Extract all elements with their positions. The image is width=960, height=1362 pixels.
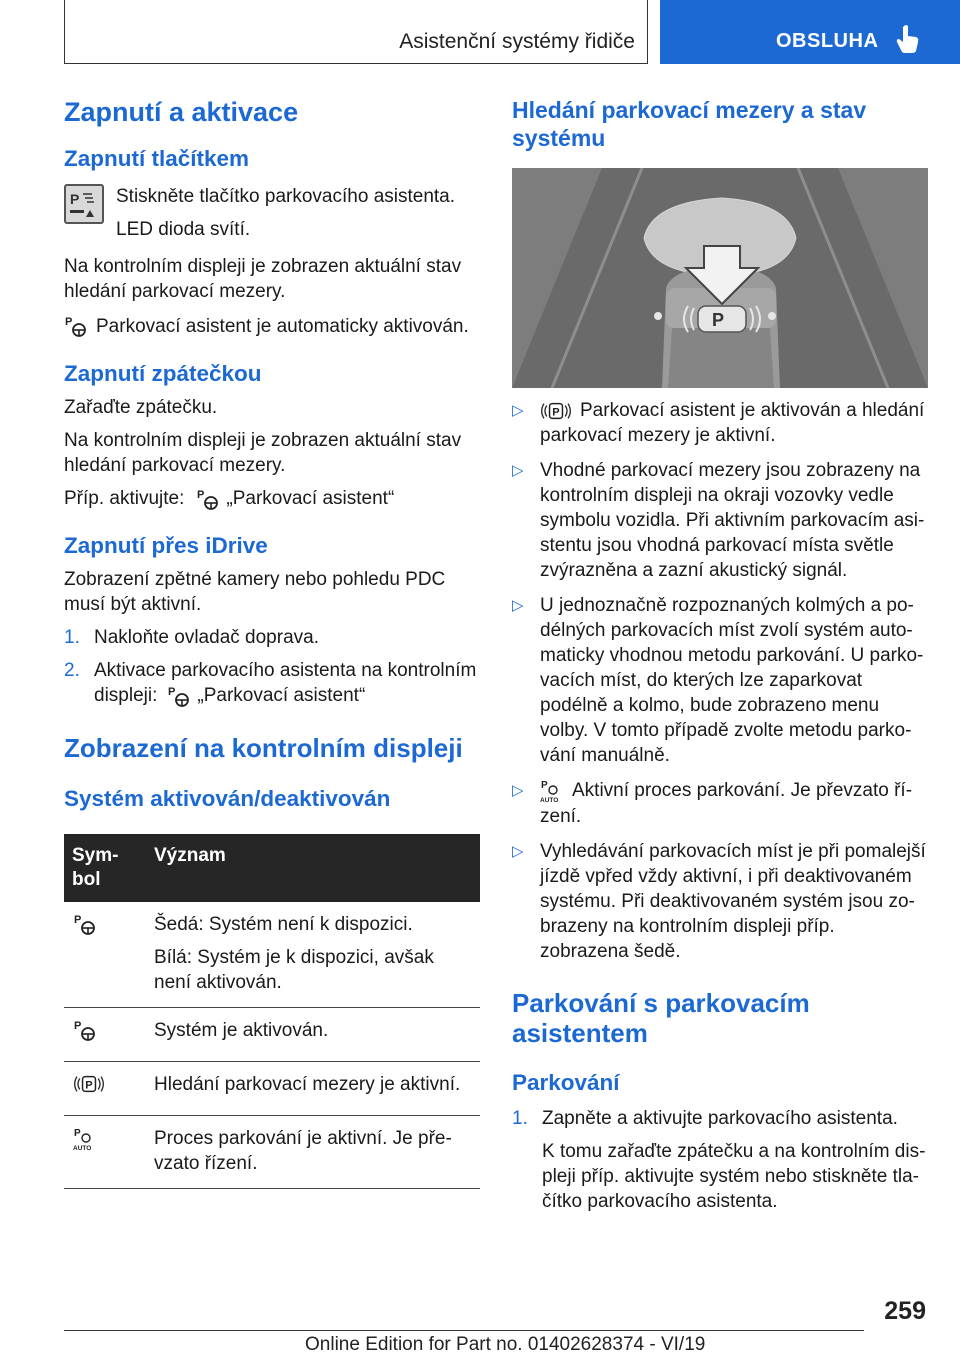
footer-divider bbox=[64, 1330, 864, 1331]
parking-assistant-grey-icon bbox=[72, 912, 98, 936]
svg-text:P: P bbox=[70, 191, 80, 207]
step-text-a: Aktivace parkovacího asistenta na kontrolním displeji: bbox=[94, 660, 477, 706]
parking-step-1 bbox=[512, 1106, 928, 1214]
heading-parking: Parkování bbox=[512, 1070, 620, 1095]
bullet-text bbox=[540, 398, 928, 448]
header-chapter-box bbox=[660, 0, 960, 64]
button-text-1: Stiskněte tlačítko parkovacího asistenta. bbox=[116, 186, 456, 207]
table-cell-text: Proces parkování je aktivní. Je pře-vzato řízení. bbox=[154, 1128, 452, 1174]
bullet-item bbox=[512, 839, 928, 964]
bullet-marker: ▷ bbox=[512, 597, 524, 614]
bullet-item bbox=[512, 593, 928, 768]
bullet-text: Vyhledávání parkovacích míst je při pomalejší jízdě vpřed vždy aktivní, i při deaktivovaném systému. Při deaktivovaném systém jsou zo-brazeny na kontrolním displeji příp. zobrazena šedě. bbox=[540, 841, 926, 962]
step-number: 1. bbox=[512, 1108, 528, 1129]
svg-text:P: P bbox=[712, 310, 725, 330]
parking-assistant-icon bbox=[167, 684, 191, 708]
parking-assistant-icon bbox=[64, 314, 88, 338]
heading-button: Zapnutí tlačítkem bbox=[64, 146, 250, 171]
parking-auto-icon bbox=[540, 778, 564, 804]
heading-search: Hledání parkovací mezery a stav systému bbox=[512, 97, 867, 151]
header-chapter-title: OBSLUHA bbox=[776, 30, 879, 52]
bullet-marker: ▷ bbox=[512, 843, 524, 860]
auto-activation-text: Parkovací asistent je automaticky aktivován. bbox=[96, 316, 469, 337]
auto-activation-line bbox=[64, 314, 480, 339]
parking-space-search-icon bbox=[540, 399, 572, 423]
header-section-box bbox=[64, 0, 648, 64]
table-row bbox=[64, 1008, 480, 1062]
footer-edition: Online Edition for Part no. 01402628374 - VI/19 bbox=[305, 1334, 706, 1355]
table-cell-text: Hledání parkovací mezery je aktivní. bbox=[154, 1074, 461, 1095]
parking-display-illustration bbox=[512, 168, 928, 388]
bullet-text: U jednoznačně rozpoznaných kolmých a po-délných parkovacích míst zvolí systém auto-maticky vhodnou metodu parkování. U parko-vacích míst, do kterých lze zaparkovat podélně a kolmo, bude zobrazeno menu volby. V tomto případě zvolte metodu parko-vání manuálně. bbox=[540, 595, 924, 766]
table-row bbox=[64, 902, 480, 1008]
bullet-item bbox=[512, 458, 928, 583]
table-header-meaning: Význam bbox=[146, 834, 480, 902]
bullet-text: Vhodné parkovací mezery jsou zobrazeny na kontrolním displeji na okraji vozovky vedle symbolu vozidla. Při aktivním parkovacím asi-stentu jsou vhodná parkovací místa světle zvýrazněna a zazní akustický signál. bbox=[540, 460, 925, 581]
right-column bbox=[512, 96, 928, 1214]
reverse-text-3b: „Parkovací asistent“ bbox=[226, 488, 395, 509]
display-text-1: Na kontrolním displeji je zobrazen aktuální stav hledání parkovací mezery. bbox=[64, 256, 462, 302]
heading-display: Zobrazení na kontrolním displeji bbox=[64, 733, 463, 763]
reverse-text-2: Na kontrolním displeji je zobrazen aktuální stav hledání parkovací mezery. bbox=[64, 430, 462, 476]
table-cell-text: Bílá: Systém je k dispozici, avšak není aktivován. bbox=[154, 947, 434, 993]
parking-auto-icon bbox=[72, 1126, 98, 1152]
step-number: 1. bbox=[64, 627, 80, 648]
heading-status: Systém aktivován/deaktivován bbox=[64, 786, 391, 811]
step-text bbox=[94, 658, 480, 708]
parking-assistant-button-icon bbox=[64, 184, 104, 224]
button-instruction bbox=[64, 184, 480, 242]
heading-parking-with-assistant: Parkování s parkovacím asistentem bbox=[512, 988, 810, 1048]
reverse-text-3 bbox=[64, 486, 480, 511]
parking-assistant-active-icon bbox=[72, 1018, 98, 1042]
table-cell-text: Systém je aktivován. bbox=[154, 1020, 329, 1041]
step-number: 2. bbox=[64, 660, 80, 681]
idrive-step-1 bbox=[64, 625, 480, 650]
table-row bbox=[64, 1062, 480, 1116]
idrive-step-2 bbox=[64, 658, 480, 708]
bullet-text-content: Parkovací asistent je aktivován a hledání parkovací mezery je aktivní. bbox=[540, 400, 925, 446]
step-text: Zapněte a aktivujte parkovacího asistenta. bbox=[542, 1108, 898, 1129]
bullet-text-content: Aktivní proces parkování. Je převzato ří-zení. bbox=[540, 780, 913, 827]
symbol-table bbox=[64, 834, 480, 1189]
bullet-marker: ▷ bbox=[512, 462, 524, 479]
hand-pointer-icon bbox=[896, 24, 920, 54]
bullet-marker: ▷ bbox=[512, 782, 524, 799]
heading-reverse: Zapnutí zpátečkou bbox=[64, 361, 262, 386]
left-column bbox=[64, 96, 480, 1189]
button-text-2: LED dioda svítí. bbox=[116, 219, 251, 240]
table-cell-text: Šedá: Systém není k dispozici. bbox=[154, 914, 413, 935]
bullet-item bbox=[512, 778, 928, 829]
parking-assistant-icon bbox=[196, 487, 220, 511]
page-header bbox=[0, 0, 960, 66]
parking-space-search-icon bbox=[72, 1072, 106, 1096]
heading-idrive: Zapnutí přes iDrive bbox=[64, 533, 268, 558]
step-text-b: „Parkovací asistent“ bbox=[197, 685, 366, 706]
step-text-detail: K tomu zařaďte zpátečku a na kontrolním dis-pleji příp. aktivujte systém nebo stiskněte tla-čítko parkovacího asistenta. bbox=[542, 1141, 926, 1212]
bullet-item bbox=[512, 398, 928, 448]
heading-switch-on: Zapnutí a aktivace bbox=[64, 97, 299, 127]
step-text: Nakloňte ovladač doprava. bbox=[94, 627, 319, 648]
table-row bbox=[64, 1116, 480, 1189]
idrive-text: Zobrazení zpětné kamery nebo pohledu PDC musí být aktivní. bbox=[64, 569, 446, 615]
page-number: 259 bbox=[884, 1297, 926, 1325]
reverse-text-1: Zařaďte zpátečku. bbox=[64, 397, 218, 418]
table-header-symbol: Sym-bol bbox=[64, 834, 146, 902]
reverse-text-3a: Příp. aktivujte: bbox=[64, 488, 185, 509]
header-section-title: Asistenční systémy řidiče bbox=[399, 30, 635, 53]
bullet-text bbox=[540, 778, 928, 829]
bullet-marker: ▷ bbox=[512, 402, 524, 419]
